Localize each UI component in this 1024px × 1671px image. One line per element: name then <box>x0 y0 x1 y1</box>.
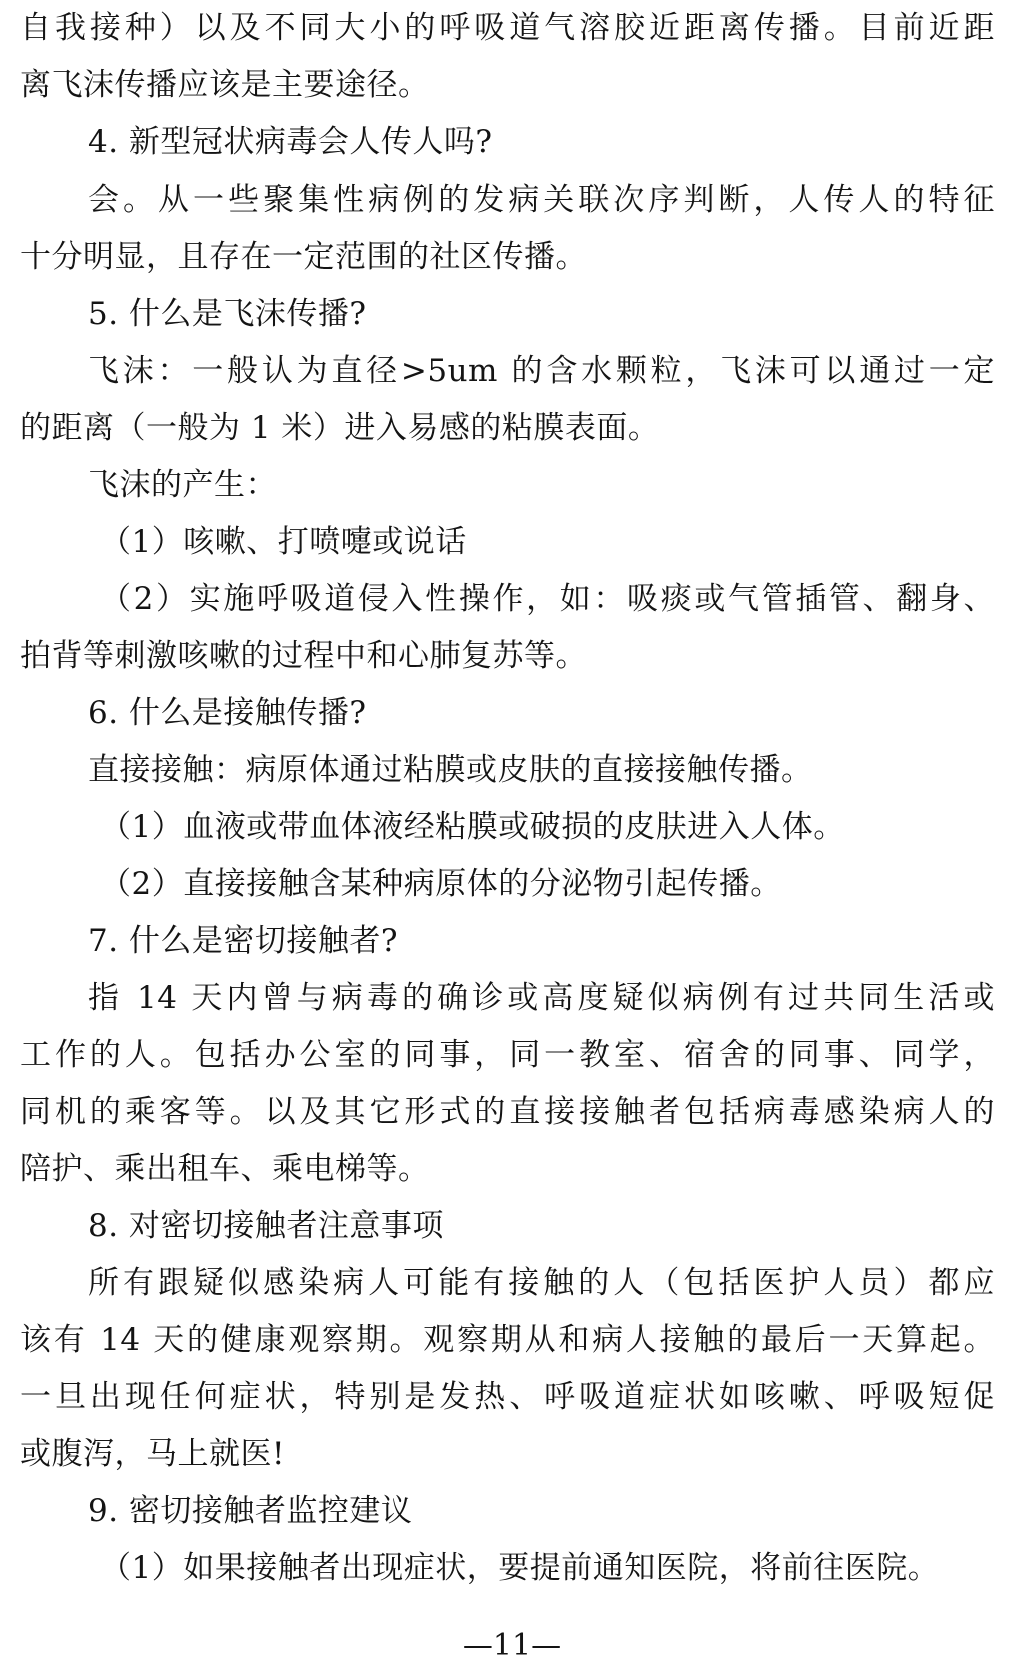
text-line: 陪护、乘出租车、乘电梯等。 <box>20 1151 430 1187</box>
text-line: 一旦出现任何症状，特别是发热、呼吸道症状如咳嗽、呼吸短促 <box>20 1379 995 1415</box>
text-line: 直接接触：病原体通过粘膜或皮肤的直接接触传播。 <box>88 752 813 788</box>
text-line: 的距离（一般为 1 米）进入易感的粘膜表面。 <box>20 410 660 446</box>
text-line: 飞沫的产生： <box>88 467 277 503</box>
list-item: （2）直接接触含某种病原体的分泌物引起传播。 <box>100 866 782 902</box>
section-heading: 5. 什么是飞沫传播? <box>88 296 367 332</box>
text-line: 飞沫：一般认为直径>5um 的含水颗粒，飞沫可以通过一定 <box>88 353 995 389</box>
section-heading: 8. 对密切接触者注意事项 <box>88 1208 444 1244</box>
text-line: 十分明显，且存在一定范围的社区传播。 <box>20 239 587 275</box>
text-line: 所有跟疑似感染病人可能有接触的人（包括医护人员）都应 <box>88 1265 995 1301</box>
page-number: —11— <box>462 1628 562 1663</box>
section-heading: 7. 什么是密切接触者? <box>88 923 399 959</box>
list-item: （1）咳嗽、打喷嚏或说话 <box>100 524 467 560</box>
section-heading: 9. 密切接触者监控建议 <box>88 1493 413 1529</box>
text-line: 工作的人。包括办公室的同事，同一教室、宿舍的同事、同学， <box>20 1037 995 1073</box>
text-line: 自我接种）以及不同大小的呼吸道气溶胶近距离传播。目前近距 <box>20 10 995 46</box>
section-heading: 4. 新型冠状病毒会人传人吗? <box>88 124 493 160</box>
text-line: 会。从一些聚集性病例的发病关联次序判断，人传人的特征 <box>88 182 995 218</box>
section-heading: 6. 什么是接触传播? <box>88 695 367 731</box>
text-line: 拍背等刺激咳嗽的过程中和心肺复苏等。 <box>20 638 587 674</box>
text-line: 同机的乘客等。以及其它形式的直接接触者包括病毒感染病人的 <box>20 1094 995 1130</box>
list-item: （1）如果接触者出现症状，要提前通知医院，将前往医院。 <box>100 1550 940 1586</box>
text-line: 离飞沫传播应该是主要途径。 <box>20 67 430 103</box>
text-line: 或腹泻，马上就医! <box>20 1436 285 1472</box>
text-line: 指 14 天内曾与病毒的确诊或高度疑似病例有过共同生活或 <box>88 980 995 1016</box>
list-item: （1）血液或带血体液经粘膜或破损的皮肤进入人体。 <box>100 809 845 845</box>
list-item: （2）实施呼吸道侵入性操作，如：吸痰或气管插管、翻身、 <box>100 581 995 617</box>
text-line: 该有 14 天的健康观察期。观察期从和病人接触的最后一天算起。 <box>20 1322 995 1358</box>
